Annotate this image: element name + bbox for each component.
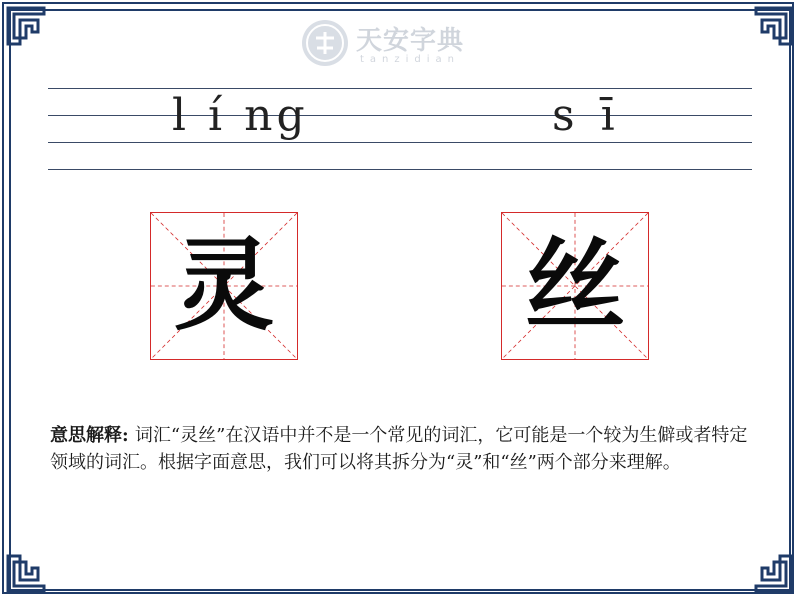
brand-subtitle: tanzidian [360, 54, 461, 65]
corner-ornament-top-right [754, 6, 794, 46]
pinyin-ling: l í ng [172, 90, 309, 141]
character-ling: 灵 [174, 227, 274, 344]
corner-ornament-bottom-right [754, 554, 794, 594]
brand-logo-icon [302, 20, 348, 66]
corner-ornament-top-left [6, 6, 46, 46]
meaning-label: 意思解释 [50, 425, 122, 446]
pinyin-line-2 [48, 115, 752, 116]
pinyin-line-3 [48, 142, 752, 143]
meaning-text: 词汇“灵丝”在汉语中并不是一个常见的词汇，它可能是一个较为生僻或者特定领域的词汇。根据字面意思，我们可以将其拆分为“灵”和“丝”两个部分来理解。 [50, 425, 748, 473]
meaning-separator: : [122, 425, 135, 446]
meaning-explanation [50, 422, 750, 476]
character-si: 丝 [525, 227, 625, 344]
corner-ornament-bottom-left [6, 554, 46, 594]
brand-name: 天安字典 [356, 26, 465, 56]
character-grid-ling [150, 212, 298, 360]
character-grid-si [501, 212, 649, 360]
brand-watermark [300, 16, 500, 72]
pinyin-line-1 [48, 88, 752, 89]
inner-frame [9, 9, 791, 591]
pinyin-si: s ī [552, 90, 621, 141]
pinyin-line-4 [48, 169, 752, 170]
